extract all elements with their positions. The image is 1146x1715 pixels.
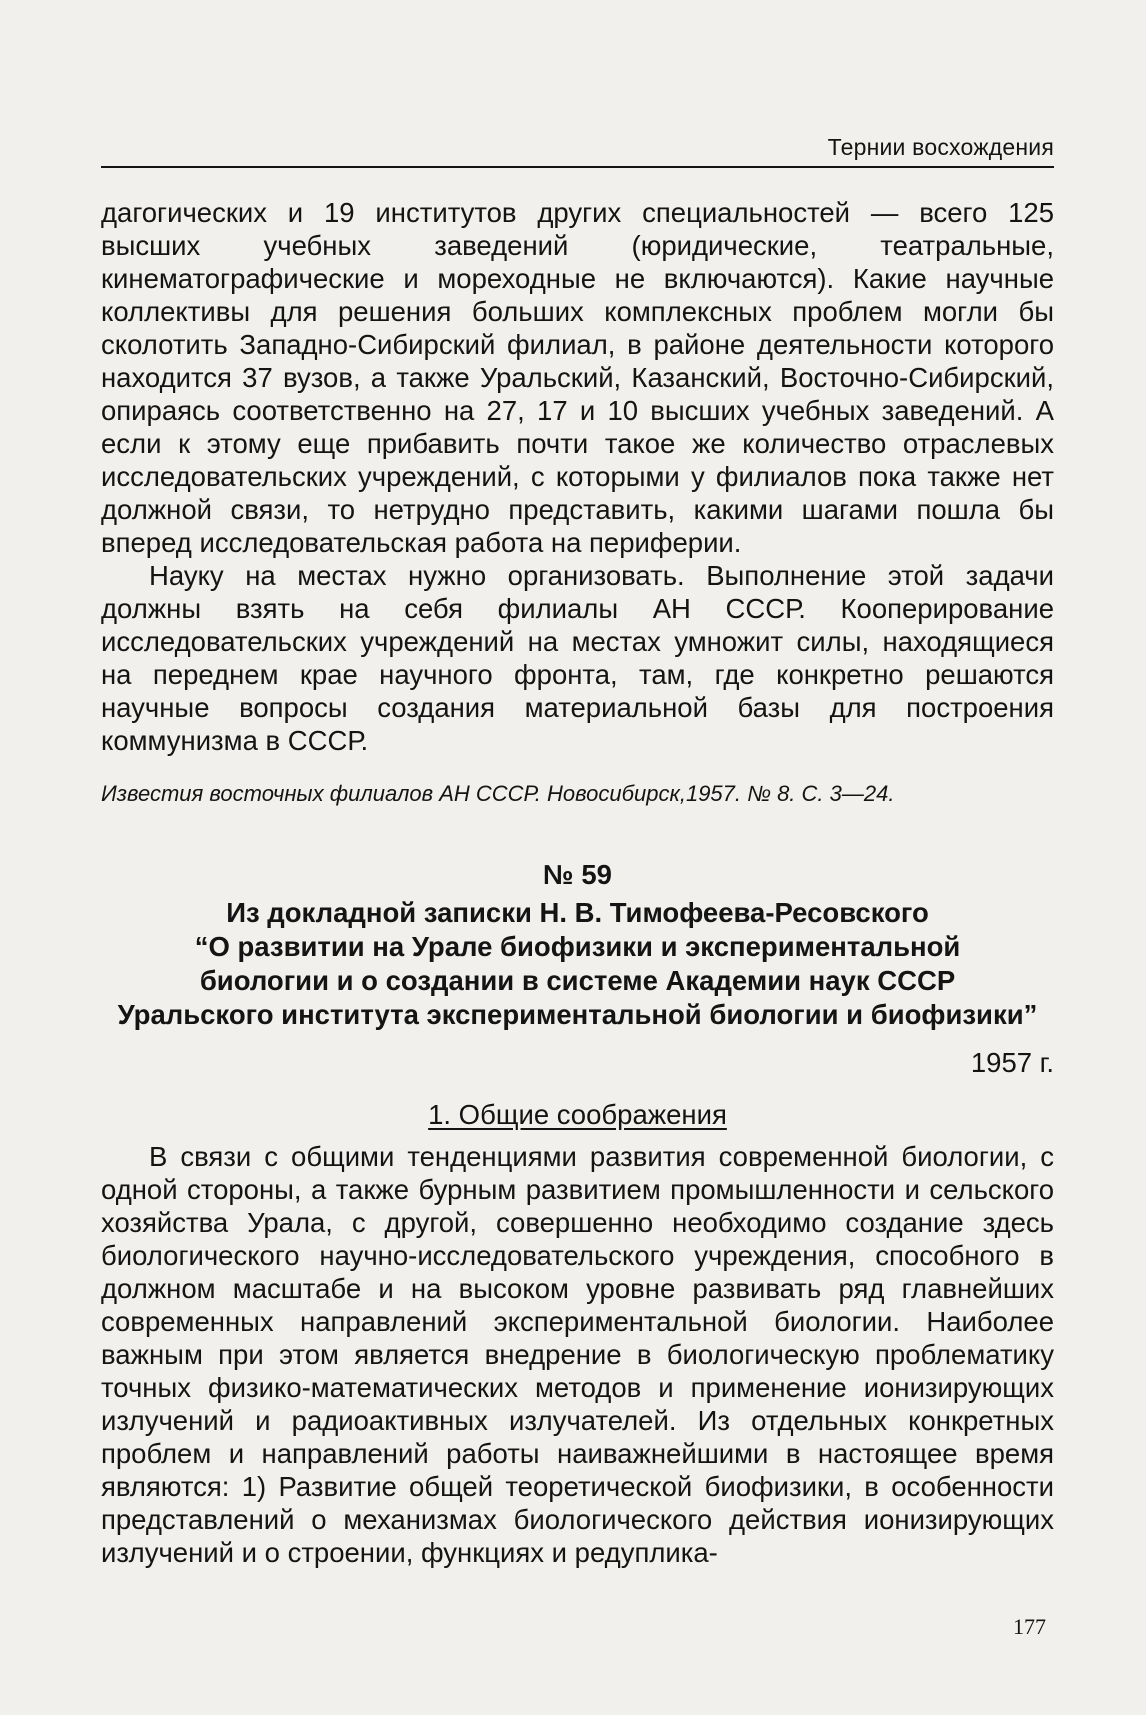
- document-number: № 59: [543, 859, 612, 890]
- document-title-line-4: Уральского института экспериментальной биологии и биофизики”: [117, 999, 1038, 1030]
- document-title-line-2: “О развитии на Урале биофизики и экспериментальной: [194, 931, 961, 962]
- body-paragraph-2: Науку на местах нужно организовать. Выполнение этой задачи должны взять на себя филиалы АН СССР. Кооперирование исследовательских учреждений на местах умножит силы, находящиеся на переднем крае научного фронта, там, где конкретно решаются научные вопросы создания материальной базы для построения коммунизма в СССР.: [101, 560, 1054, 756]
- document-title: [101, 896, 1054, 1032]
- header-rule: [101, 166, 1054, 168]
- body-paragraph-1: дагогических и 19 институтов других специальностей — всего 125 высших учебных заведений (юридические, театральные, кинематографические и мореходные не включаются). Какие научные коллективы для решения больших комплексных проблем могли бы сколотить Западно-Сибирский филиал, в районе деятельности которого находится 37 вузов, а также Уральский, Казанский, Восточно-Сибирский, опираясь соответственно на 27, 17 и 10 высших учебных заведений. А если к этому еще прибавить почти такое же количество отраслевых исследовательских учреждений, с которыми у филиалов пока также нет должной связи, то нетрудно представить, какими шагами пошла бы вперед исследовательская работа на периферии.: [101, 197, 1054, 558]
- document-title-line-1: Из докладной записки Н. В. Тимофеева-Ресовского: [226, 897, 929, 928]
- document-title-line-3: биологии и о создании в системе Академии наук СССР: [199, 965, 956, 996]
- section-heading: [101, 1098, 1054, 1132]
- page-number: 177: [1013, 1614, 1046, 1639]
- page-content: [101, 196, 1054, 1569]
- section-heading-text: 1. Общие соображения: [428, 1099, 727, 1130]
- document-date: 1957 г.: [970, 1047, 1054, 1078]
- source-citation: Известия восточных филиалов АН СССР. Новосибирск,1957. № 8. С. 3—24.: [101, 781, 895, 806]
- running-head: Тернии восхождения: [827, 134, 1054, 160]
- body-paragraph-3: В связи с общими тенденциями развития современной биологии, с одной стороны, а также бурным развитием промышленности и сельского хозяйства Урала, с другой, совершенно необходимо создание здесь биологического научно-исследовательского учреждения, способного в должном масштабе и на высоком уровне развивать ряд главнейших современных направлений экспериментальной биологии. Наиболее важным при этом является внедрение в биологическую проблематику точных физико-математических методов и применение ионизирующих излучений и радиоактивных излучателей. Из отдельных конкретных проблем и направлений работы наиважнейшими в настоящее время являются: 1) Развитие общей теоретической биофизики, в особенности представлений о механизмах биологического действия ионизирующих излучений и о строении, функциях и редуплика-: [101, 1141, 1054, 1568]
